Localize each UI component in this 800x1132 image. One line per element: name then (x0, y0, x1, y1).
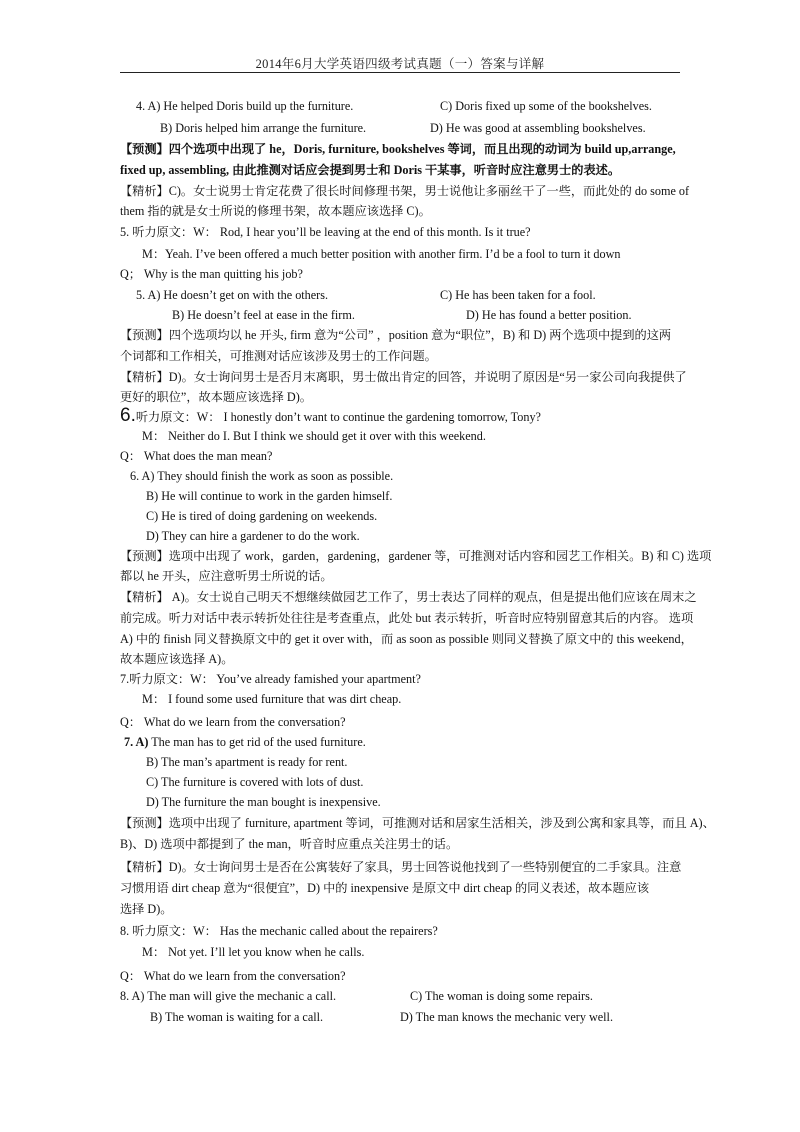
q5-prediction-line-2: 个词都和工作相关，可推测对话应该涉及男士的工作问题。 (120, 349, 437, 363)
q7-prediction-line-2: B)、D) 选项中都提到了 the man，听音时应重点关注男士的话。 (120, 837, 459, 851)
q4-option-c: C) Doris fixed up some of the bookshelves. (440, 99, 652, 113)
q7-option-c: C) The furniture is covered with lots of dust. (146, 775, 364, 789)
q6-option-a: 6. A) They should finish the work as soon as possible. (130, 469, 394, 483)
q4-option-b: B) Doris helped him arrange the furniture. (160, 121, 367, 135)
q8-question: Q： What do we learn from the conversation? (120, 969, 346, 983)
q4-prediction-line-1: 【预测】四个选项中出现了 he，Doris, furniture, bookshelves 等词，而且出现的动词为 build up,arrange, (120, 142, 676, 156)
q8-option-b: B) The woman is waiting for a call. (150, 1010, 324, 1024)
q7-question: Q： What do we learn from the conversation? (120, 715, 346, 729)
q6-analysis-line-2: 前完成。听力对话中表示转折处往往是考查重点，此处 but 表示转折，听音时应特别留意其后的内容。 选项 (120, 611, 694, 625)
q5-analysis-line-2: 更好的职位”，故本题应该选择 D)。 (120, 390, 312, 404)
q8-transcript-woman: 8. 听力原文：W： Has the mechanic called about the repairers? (120, 924, 438, 938)
q7-transcript-woman: 7.听力原文：W： You’ve already famished your apartment? (120, 672, 421, 686)
q8-option-c: C) The woman is doing some repairs. (410, 989, 593, 1003)
q7-analysis-line-2: 习惯用语 dirt cheap 意为“很便宜”，D) 中的 inexpensive 是原文中 dirt cheap 的同义表述，故本题应该 (120, 881, 650, 895)
q7-analysis-line-3: 选择 D)。 (120, 902, 173, 916)
q5-prediction-line-1: 【预测】四个选项均以 he 开头, firm 意为“公司” ，position 意为“职位”，B) 和 D) 两个选项中提到的这两 (120, 328, 672, 342)
q5-option-b: B) He doesn’t feel at ease in the firm. (172, 308, 355, 322)
q6-prediction-line-1: 【预测】选项中出现了 work，garden，gardening，gardener 等，可推测对话内容和园艺工作相关。B) 和 C) 选项 (120, 549, 712, 563)
q6-transcript-woman-text: 听力原文：W： I honestly don’t want to continue the gardening tomorrow, Tony? (135, 410, 541, 424)
q6-question: Q： What does the man mean? (120, 449, 273, 463)
q6-prediction-line-2: 都以 he 开头，应注意听男士所说的话。 (120, 569, 333, 583)
q5-option-c: C) He has been taken for a fool. (440, 288, 596, 302)
page-header-title: 2014年6月大学英语四级考试真题（一）答案与详解 (255, 57, 545, 71)
q7-transcript-man: M： I found some used furniture that was dirt cheap. (142, 692, 402, 706)
q6-analysis-line-1: 【精析】 A)。女士说自己明天不想继续做园艺工作了，男士表达了同样的观点，但是提出他们应该在周末之 (120, 590, 697, 604)
q5-option-a: 5. A) He doesn’t get on with the others. (136, 288, 329, 302)
q8-option-d: D) The man knows the mechanic very well. (400, 1010, 613, 1024)
q7-prediction-line-1: 【预测】选项中出现了 furniture, apartment 等词，可推测对话和居家生活相关，涉及到公寓和家具等，而且 A)、 (120, 816, 715, 830)
header-rule (120, 72, 680, 73)
q6-option-b: B) He will continue to work in the garden himself. (146, 489, 393, 503)
q4-analysis-line-1: 【精析】C)。女士说男士肯定花费了很长时间修理书架，男士说他让多丽丝干了一些，而此处的 do some of (120, 184, 690, 198)
q4-option-a: 4. A) He helped Doris build up the furniture. (136, 99, 354, 113)
q4-option-d: D) He was good at assembling bookshelves. (430, 121, 646, 135)
q7-option-a-text: The man has to get rid of the used furniture. (151, 735, 366, 749)
q5-option-d: D) He has found a better position. (466, 308, 632, 322)
q6-analysis-line-4: 故本题应该选择 A)。 (120, 652, 234, 666)
q7-option-b: B) The man’s apartment is ready for rent. (146, 755, 348, 769)
q7-option-a (124, 734, 366, 750)
q7-option-a-number: 7. A) (124, 735, 149, 749)
q6-analysis-line-3: A) 中的 finish 同义替换原文中的 get it over with，而 as soon as possible 则同义替换了原文中的 this weekend， (120, 632, 693, 646)
q5-transcript-man: M：Yeah. I’ve been offered a much better position with another firm. I’d be a fool to turn it down (142, 247, 621, 261)
q4-analysis-line-2: them 指的就是女士所说的修理书架，故本题应该选择 C)。 (120, 204, 431, 218)
q8-transcript-man: M： Not yet. I’ll let you know when he calls. (142, 945, 365, 959)
q6-option-d: D) They can hire a gardener to do the work. (146, 529, 360, 543)
q6-transcript-man: M： Neither do I. But I think we should get it over with this weekend. (142, 429, 486, 443)
q5-transcript-woman: 5. 听力原文：W： Rod, I hear you’ll be leaving at the end of this month. Is it true? (120, 225, 531, 239)
q7-analysis-line-1: 【精析】D)。女士询问男士是否在公寓装好了家具，男士回答说他找到了一些特别便宜的二手家具。注意 (120, 860, 682, 874)
q4-prediction-line-2: fixed up, assembling, 由此推测对话应会提到男士和 Doris 干某事，听音时应注意男士的表述。 (120, 163, 621, 177)
q7-option-d: D) The furniture the man bought is inexpensive. (146, 795, 381, 809)
q6-number: 6. (120, 405, 136, 426)
q8-option-a: 8. A) The man will give the mechanic a call. (120, 989, 337, 1003)
q6-transcript-woman (120, 405, 541, 426)
q5-analysis-line-1: 【精析】D)。女士询问男士是否月末离职，男士做出肯定的回答，并说明了原因是“另一家公司向我提供了 (120, 370, 687, 384)
q5-question: Q； Why is the man quitting his job? (120, 267, 303, 281)
q6-option-c: C) He is tired of doing gardening on weekends. (146, 509, 378, 523)
